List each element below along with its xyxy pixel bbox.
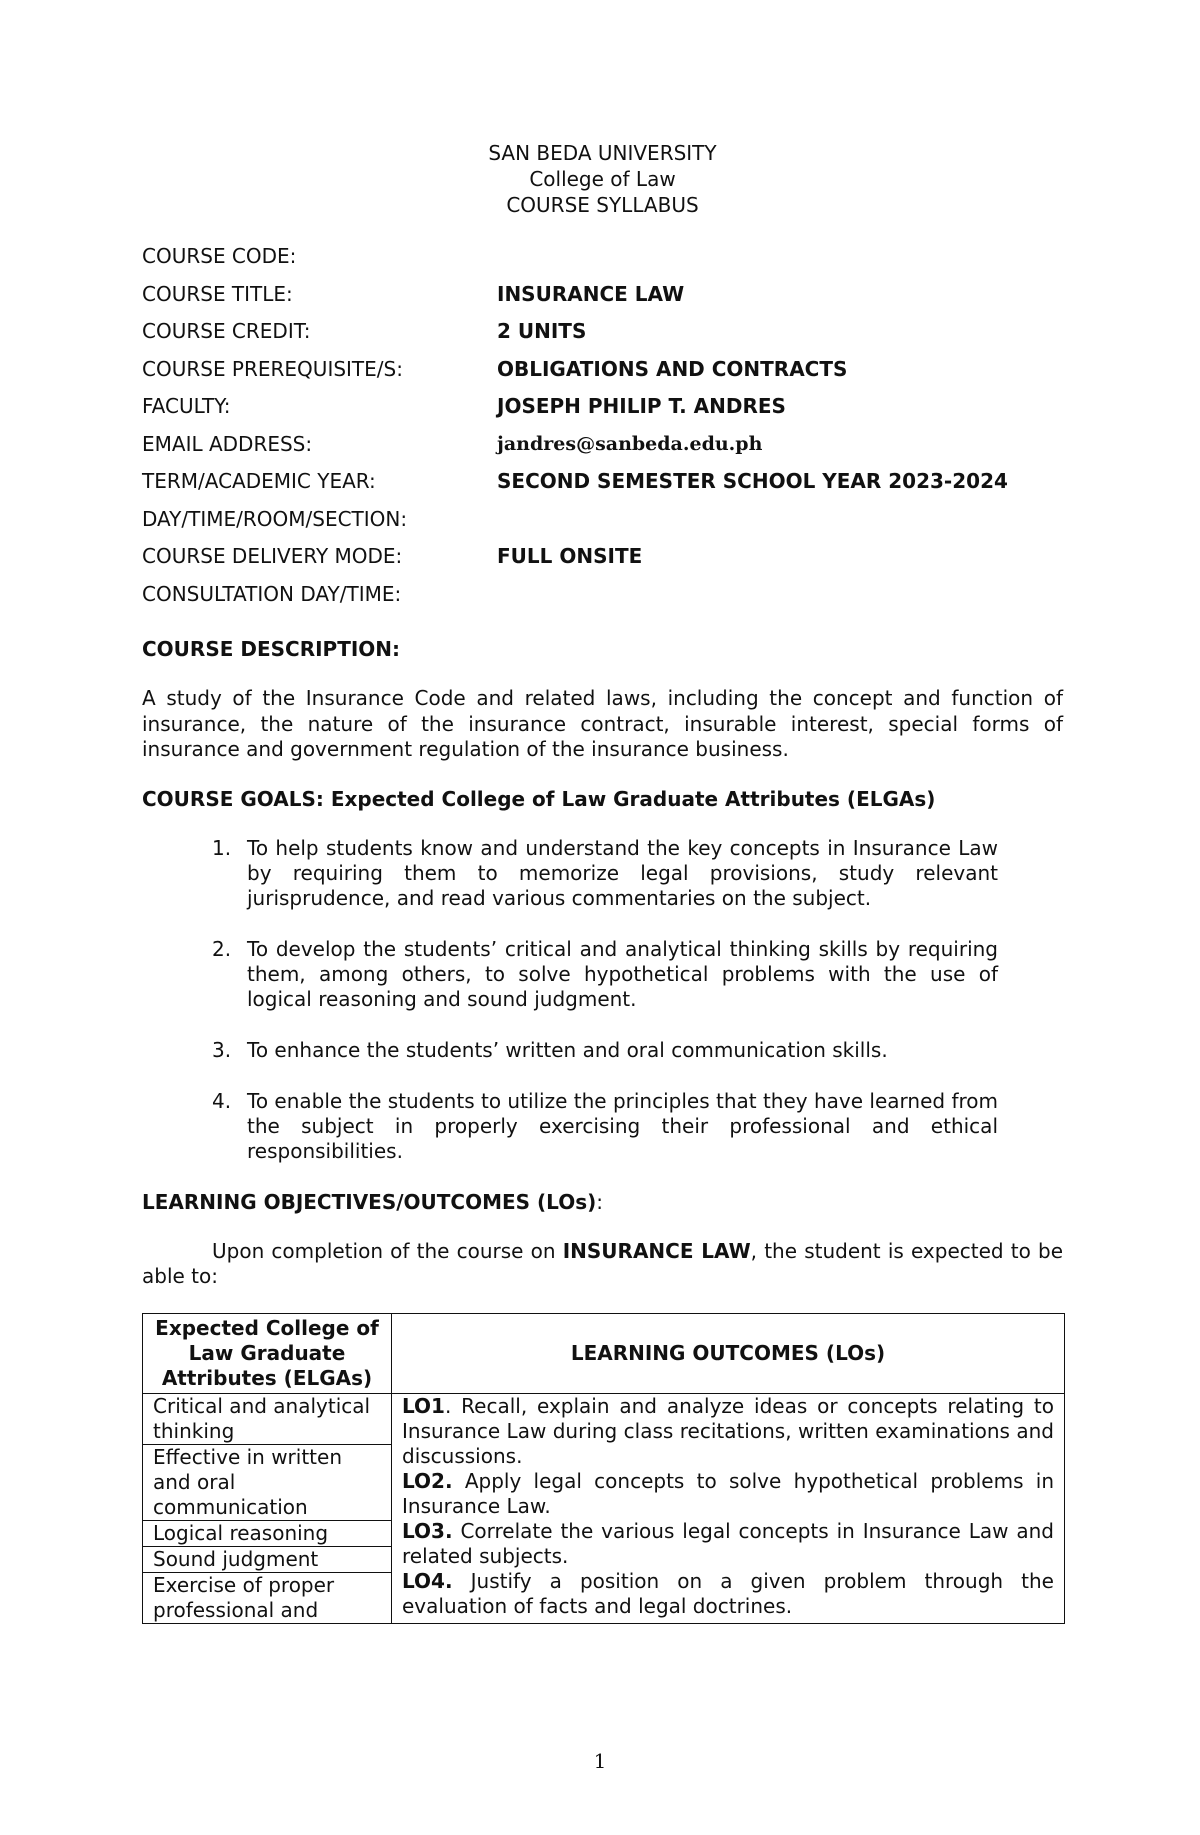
intro-after: , the student is expected to be able to:	[142, 1238, 1064, 1288]
info-value: JOSEPH PHILIP T. ANDRES	[497, 394, 786, 419]
outcome-text: Apply legal concepts to solve hypothetical problems in Insurance Law.	[402, 1468, 1054, 1518]
learning-heading-text: LEARNING OBJECTIVES/OUTCOMES (LOs)	[142, 1189, 597, 1214]
outcome-item	[402, 1519, 1054, 1569]
info-label: COURSE TITLE:	[142, 281, 293, 306]
outcome-item	[402, 1569, 1054, 1619]
list-item	[212, 836, 1063, 911]
page-content	[142, 140, 1063, 1624]
intro-before: Upon completion of the course on	[212, 1238, 563, 1263]
info-row-course-code	[142, 238, 1063, 276]
info-label: FACULTY:	[142, 394, 231, 419]
info-label: CONSULTATION DAY/TIME:	[142, 581, 402, 606]
attribute-cell: Exercise of proper professional and	[143, 1572, 392, 1623]
info-row-consultation	[142, 576, 1063, 614]
info-row-schedule	[142, 501, 1063, 539]
list-text: To help students know and understand the key concepts in Insurance Law by requiring them to memorize legal provisions, study relevant jurisprudence, and read various commentaries on the subject.	[247, 835, 998, 910]
info-row-prerequisites	[142, 351, 1063, 389]
list-text: To enable the students to utilize the principles that they have learned from the subject in properly exercising their professional and ethical responsibilities.	[247, 1088, 998, 1163]
learning-outcomes-table	[142, 1313, 1065, 1624]
page-number: 1	[593, 1749, 607, 1773]
document-title: COURSE SYLLABUS	[506, 193, 699, 217]
list-item	[212, 1038, 1063, 1063]
outcome-item	[402, 1394, 1054, 1469]
list-number: 3.	[212, 1037, 232, 1062]
info-label: EMAIL ADDRESS:	[142, 431, 313, 456]
attribute-cell: Critical and analytical thinking	[143, 1393, 392, 1444]
attribute-cell: Effective in written and oral communication	[143, 1444, 392, 1520]
info-value: FULL ONSITE	[497, 544, 643, 569]
list-text: To enhance the students’ written and oral communication skills.	[247, 1037, 888, 1062]
info-value: INSURANCE LAW	[497, 281, 685, 306]
learning-intro	[142, 1239, 1063, 1289]
outcome-text: Correlate the various legal concepts in Insurance Law and related subjects.	[402, 1518, 1054, 1568]
info-label: COURSE CODE:	[142, 244, 297, 269]
info-row-course-title	[142, 276, 1063, 314]
info-value: SECOND SEMESTER SCHOOL YEAR 2023-2024	[497, 469, 1008, 494]
intro-course-name: INSURANCE LAW	[562, 1238, 751, 1263]
info-row-course-credit	[142, 313, 1063, 351]
info-label: COURSE DELIVERY MODE:	[142, 544, 403, 569]
lo-column-header: LEARNING OUTCOMES (LOs)	[392, 1313, 1065, 1393]
info-label: COURSE CREDIT:	[142, 319, 311, 344]
goals-heading: COURSE GOALS: Expected College of Law Graduate Attributes (ELGAs)	[142, 786, 936, 811]
table-header-row	[143, 1313, 1065, 1393]
list-number: 1.	[212, 835, 232, 860]
outcomes-cell	[392, 1393, 1065, 1623]
outcome-code: LO1	[402, 1393, 445, 1418]
info-value: 2 UNITS	[497, 319, 587, 344]
university-name: SAN BEDA UNIVERSITY	[488, 141, 717, 165]
college-name: College of Law	[529, 167, 676, 191]
info-row-term	[142, 463, 1063, 501]
email-address: jandres@sanbeda.edu.ph	[497, 432, 763, 455]
info-row-delivery-mode	[142, 538, 1063, 576]
outcome-code: LO4.	[402, 1568, 453, 1593]
info-row-email	[142, 426, 1063, 464]
description-heading: COURSE DESCRIPTION:	[142, 637, 401, 661]
info-label: COURSE PREREQUISITE/S:	[142, 356, 403, 381]
info-label: DAY/TIME/ROOM/SECTION:	[142, 506, 408, 531]
learning-heading-suffix: :	[596, 1189, 604, 1214]
course-info	[142, 238, 1063, 613]
outcome-item	[402, 1469, 1054, 1519]
document-header	[142, 140, 1063, 218]
goals-list	[142, 836, 1063, 1164]
outcome-code: LO2.	[402, 1468, 453, 1493]
list-text: To develop the students’ critical and analytical thinking skills by requiring them, among others, to solve hypothetical problems with the use of logical reasoning and sound judgment.	[247, 936, 998, 1011]
outcome-code: LO3.	[402, 1518, 453, 1543]
list-number: 4.	[212, 1088, 232, 1113]
outcome-text: Justify a position on a given problem through the evaluation of facts and legal doctrines.	[402, 1568, 1054, 1618]
learning-objectives-heading	[142, 1190, 1063, 1215]
description-text: A study of the Insurance Code and related laws, including the concept and function of insurance, the nature of the insurance contract, insurable interest, special forms of insurance and government regulation of the insurance business.	[142, 686, 1063, 761]
attribute-cell: Logical reasoning	[143, 1520, 392, 1546]
info-label: TERM/ACADEMIC YEAR:	[142, 469, 376, 494]
list-item	[212, 937, 1063, 1012]
info-value: OBLIGATIONS AND CONTRACTS	[497, 356, 848, 381]
table-row	[143, 1393, 1065, 1444]
outcome-text: . Recall, explain and analyze ideas or concepts relating to Insurance Law during class recitations, written examinations and discussions.	[402, 1393, 1054, 1468]
list-number: 2.	[212, 936, 232, 961]
attribute-cell: Sound judgment	[143, 1546, 392, 1572]
list-item	[212, 1089, 1063, 1164]
info-row-faculty	[142, 388, 1063, 426]
elga-column-header: Expected College of Law Graduate Attributes (ELGAs)	[143, 1313, 392, 1393]
